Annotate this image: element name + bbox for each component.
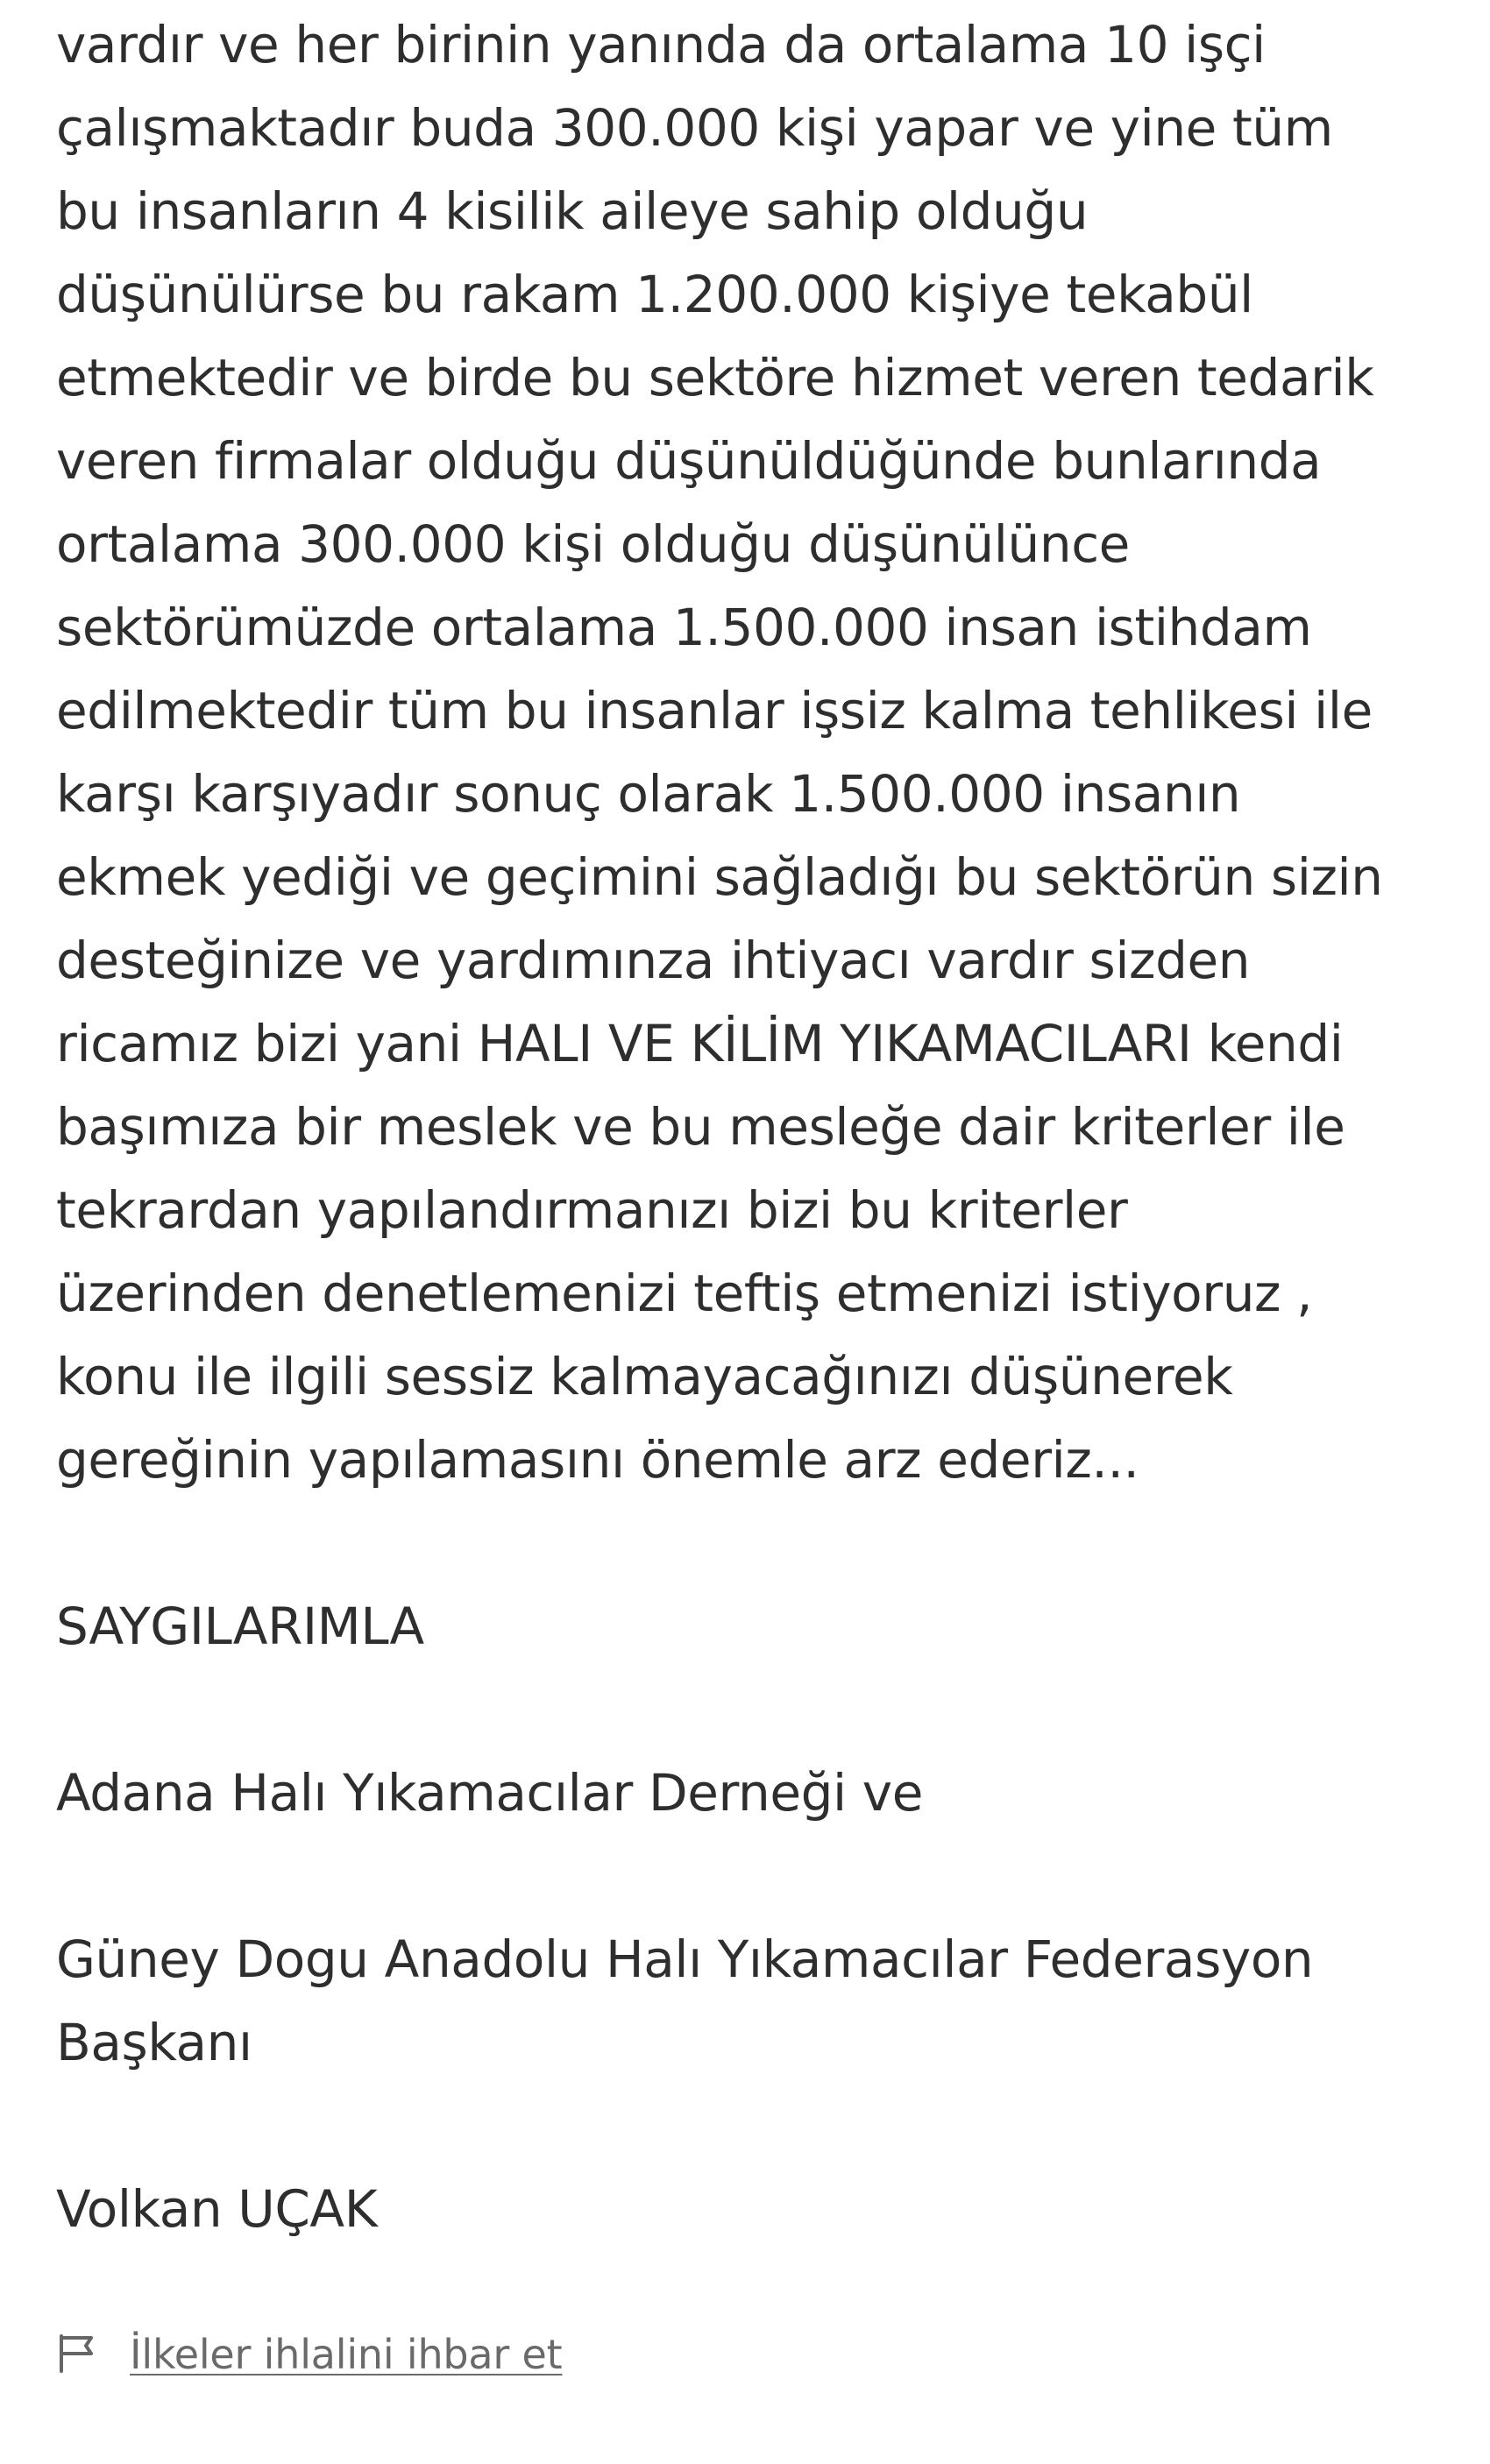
body-line: ekmek yediği ve geçimini sağladığı bu sektörün sizin <box>56 847 1383 907</box>
letter-body <box>56 0 1437 1502</box>
body-line: üzerinden denetlemenizi teftiş etmenizi istiyoruz , <box>56 1264 1313 1323</box>
body-line: ricamız bizi yani HALI VE KİLİM YIKAMACILARI kendi <box>56 1014 1344 1073</box>
signatory-text: Volkan UÇAK <box>56 2179 378 2239</box>
body-line: edilmektedir tüm bu insanlar işsiz kalma tehlikesi ile <box>56 681 1373 740</box>
signatory-name <box>56 2168 1437 2251</box>
federation-text-line: Başkanı <box>56 2013 252 2072</box>
report-violation-row[interactable] <box>56 2331 562 2378</box>
body-line: etmektedir ve birde bu sektöre hizmet veren tedarik <box>56 348 1374 407</box>
body-line: sektörümüzde ortalama 1.500.000 insan istihdam <box>56 598 1312 657</box>
federation-title <box>56 1918 1437 2085</box>
report-violation-link[interactable]: İlkeler ihlalini ihbar et <box>130 2331 563 2378</box>
body-line: gereğinin yapılamasını önemle arz ederiz... <box>56 1430 1139 1490</box>
body-line: veren firmalar olduğu düşünüldüğünde bunlarında <box>56 431 1322 491</box>
body-line: ortalama 300.000 kişi olduğu düşünülünce <box>56 514 1130 574</box>
letter-closing-block <box>56 1585 1437 2251</box>
body-line: çalışmaktadır buda 300.000 kişi yapar ve yine tüm <box>56 98 1333 158</box>
association-text: Adana Halı Yıkamacılar Derneği ve <box>56 1763 923 1823</box>
body-line: karşı karşıyadır sonuç olarak 1.500.000 insanın <box>56 764 1241 824</box>
body-line: vardır ve her birinin yanında da ortalama 10 işçi <box>56 15 1266 74</box>
flag-icon[interactable] <box>56 2333 100 2376</box>
closing-salutation <box>56 1585 1437 1668</box>
body-line: konu ile ilgili sessiz kalmayacağınızı düşünerek <box>56 1347 1233 1406</box>
body-line: düşünülürse bu rakam 1.200.000 kişiye tekabül <box>56 265 1253 324</box>
association-name <box>56 1752 1437 1835</box>
body-line: tekrardan yapılandırmanızı bizi bu kriterler <box>56 1180 1128 1240</box>
body-line: desteğinize ve yardımınza ihtiyacı vardır sizden <box>56 931 1251 990</box>
federation-text-line: Güney Dogu Anadolu Halı Yıkamacılar Federasyon <box>56 1929 1314 1989</box>
body-line: bu insanların 4 kisilik aileye sahip olduğu <box>56 181 1089 241</box>
closing-text: SAYGILARIMLA <box>56 1597 424 1656</box>
body-line: başımıza bir meslek ve bu mesleğe dair kriterler ile <box>56 1097 1345 1157</box>
